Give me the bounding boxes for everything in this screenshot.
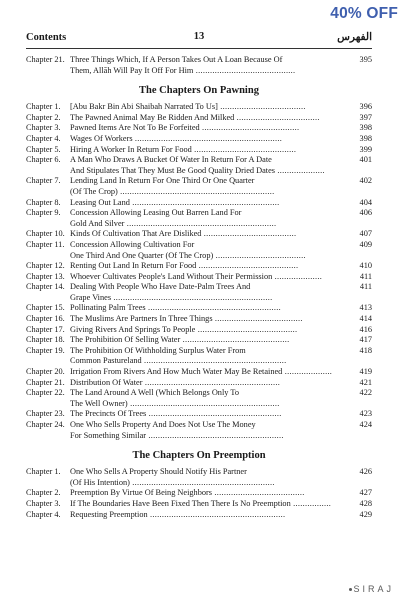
page-ref: 416 [359,324,372,334]
entry-title-wrap [70,208,356,229]
leader-dots: .............................................................. [129,197,280,207]
entry-title-wrap [70,55,356,76]
running-header-left: Contents [26,32,67,43]
entry-title-wrap [70,388,356,409]
toc-entry [26,123,372,134]
leader-dots: ................................... [234,112,320,122]
page-ref: 398 [359,123,372,133]
chapter-number: Chapter 7. [26,176,61,186]
page-ref: 426 [359,467,372,477]
chapter-title: Hiring A Worker In Return For Food ........................................... [70,144,297,154]
siraj-logo [348,584,394,594]
leader-dots: .................................... [217,102,306,112]
chapter-title: Leasing Out Land .............................................................. [70,197,280,207]
page-ref: 414 [359,314,372,324]
chapter-title: The Muslims Are Partners In Three Things ..................................... [70,314,303,324]
page-ref: 399 [359,144,372,154]
chapter-number: Chapter 16. [26,314,65,324]
entry-title-wrap [70,113,356,124]
toc-entry [26,261,372,272]
page-ref: 396 [359,102,372,112]
page-number: 13 [193,31,205,42]
entry-title-wrap [70,488,356,499]
chapter-title: The Pawned Animal May Be Ridden And Milked ................................... [70,112,320,122]
page-ref: 423 [359,409,372,419]
leader-dots: ........................................................ [145,303,281,313]
chapter-number: Chapter 11. [26,239,65,249]
toc-entry [26,282,372,303]
chapter-number: Chapter 3. [26,123,61,133]
toc-entry [26,510,372,521]
leader-dots: .......................................... [195,324,298,334]
entry-title-wrap [70,123,356,134]
page-ref: 407 [359,229,372,239]
page-ref: 424 [359,420,372,429]
chapter-title: Preemption By Virtue Of Being Neighbors ...................................... [70,488,305,498]
entry-title-wrap [70,229,356,240]
chapter-title: The Precincts Of Trees ........................................................ [70,409,282,419]
page-ref: 406 [359,208,372,218]
chapter-title: Dealing With People Who Have Date-Palm Trees And Grape Vines ................................................................... [70,282,273,302]
entry-title-wrap [70,378,356,389]
toc-entry [26,335,372,346]
chapter-number: Chapter 3. [26,498,61,508]
section-heading: The Chapters On Pawning [139,85,259,97]
leader-dots: ............................................................ [129,477,275,487]
contents-page [26,31,372,520]
chapter-title: Concession Allowing Leasing Out Barren Land For Gold And Silver ............................................................... [70,208,277,228]
chapter-number: Chapter 10. [26,229,65,239]
page-ref: 413 [359,303,372,313]
leader-dots: ......................................................... [147,509,286,519]
leader-dots: ..................................... [212,314,303,324]
chapter-title: The Land Around A Well (Which Belongs Only To The Well Owner) ............................................................... [70,388,280,408]
page-ref: 428 [359,498,372,508]
chapter-title: If The Boundaries Have Been Fixed Then There Is No Preemption ................ [70,498,332,508]
toc-entry [26,272,372,283]
chapter-number: Chapter 15. [26,303,65,313]
toc-entry [26,346,372,367]
page-ref: 418 [359,345,372,355]
toc-entry [26,113,372,124]
logo-text: SIRAJ [353,584,394,594]
toc-entry [26,155,372,176]
entry-title-wrap [70,303,356,314]
page-ref: 422 [359,388,372,398]
chapter-title: Kinds Of Cultivation That Are Disliked ....................................... [70,229,297,239]
chapter-number: Chapter 21. [26,55,65,64]
toc-entry [26,303,372,314]
entry-title-wrap [70,198,356,209]
discount-badge: 40% OFF [330,5,398,22]
leader-dots: ............................................................... [124,218,277,228]
chapter-number: Chapter 24. [26,420,65,429]
page-ref: 427 [359,488,372,498]
page-ref: 402 [359,176,372,186]
entry-title-wrap [70,346,356,367]
toc-entry [26,409,372,420]
chapter-title: A Man Who Draws A Bucket Of Water In Return For A Date And Stipulates That They Must Be Good Quality Dried Dates .................... [70,155,325,175]
chapter-number: Chapter 18. [26,335,65,345]
toc-entry [26,314,372,325]
page-ref: 397 [359,112,372,122]
leader-dots: ................................................................. [117,186,275,196]
page-ref: 419 [359,367,372,377]
toc-entry [26,55,372,76]
chapter-title: Lending Land In Return For One Third Or One Quarter (Of The Crop) ................................................................. [70,176,275,196]
toc-entry [26,488,372,499]
leader-dots: ........................................................ [146,409,282,419]
chapter-title: The Prohibition Of Withholding Surplus Water From Common Pastureland ............................................................ [70,345,287,366]
leader-dots: .......................................... [196,261,299,271]
page-ref: 398 [359,133,372,143]
leader-dots: .............................................................. [132,133,283,143]
table-of-contents [26,55,372,520]
leader-dots: .................... [275,165,325,175]
header-rule [26,48,372,49]
entry-title-wrap [70,314,356,325]
leader-dots: ....................................... [201,229,297,239]
chapter-title: Three Things Which, If A Person Takes Out A Loan Because Of Them, Allāh Will Pay It Off For Him .......................................... [70,55,296,75]
toc-entry [26,378,372,389]
leader-dots: ......................................................... [142,377,281,387]
chapter-number: Chapter 17. [26,324,65,334]
leader-dots: ................ [290,498,332,508]
page-ref: 429 [359,509,372,519]
page-ref: 421 [359,377,372,387]
leader-dots: .......................................... [193,65,296,75]
page-ref: 401 [359,155,372,165]
chapter-number: Chapter 21. [26,377,65,387]
entry-title-wrap [70,510,356,521]
page-ref: 411 [359,271,372,281]
entry-title-wrap [70,272,356,283]
chapter-title: Whoever Cultivates People's Land Without Their Permission .................... [70,271,323,281]
chapter-number: Chapter 9. [26,208,61,218]
chapter-number: Chapter 8. [26,197,61,207]
leader-dots: ............................................................ [141,356,287,366]
chapter-number: Chapter 4. [26,509,61,519]
entry-title-wrap [70,499,356,510]
chapter-number: Chapter 2. [26,112,61,122]
entry-title-wrap [70,261,356,272]
arabic-title: الفهرس [337,32,372,43]
chapter-number: Chapter 1. [26,102,61,112]
entry-title-wrap [70,176,356,197]
page-ref: 395 [359,55,372,64]
chapter-number: Chapter 2. [26,488,61,498]
toc-entry [26,325,372,336]
chapter-title: One Who Sells A Property Should Notify His Partner (Of His Intention) ............................................................ [70,467,275,487]
chapter-title: Wages Of Workers .............................................................. [70,133,283,143]
chapter-title: The Prohibition Of Selling Water ............................................. [70,335,290,345]
chapter-title: Giving Rivers And Springs To People .......................................... [70,324,298,334]
chapter-title: Pollinating Palm Trees ........................................................ [70,303,281,313]
toc-entry [26,145,372,156]
leader-dots: ................................................................... [111,292,273,302]
chapter-title: Concession Allowing Cultivation For One Third And One Quarter (Of The Crop) ...................................... [70,239,306,260]
leader-dots: ........................................... [191,144,297,154]
chapter-number: Chapter 12. [26,261,65,271]
section-heading: The Chapters On Preemption [132,450,266,462]
toc-entry [26,467,372,488]
entry-title-wrap [70,325,356,336]
entry-title-wrap [70,335,356,346]
chapter-number: Chapter 6. [26,155,61,165]
chapter-number: Chapter 23. [26,409,65,419]
toc-entry [26,499,372,510]
chapter-title: Renting Out Land In Return For Food .......................................... [70,261,299,271]
leader-dots: ......................................................... [146,430,284,440]
leader-dots: ......................................... [199,123,300,133]
chapter-title: Irrigation From Rivers And How Much Water May Be Retained .................... [70,367,333,377]
chapter-number: Chapter 22. [26,388,65,398]
entry-title-wrap [70,420,356,441]
toc-entry [26,176,372,197]
toc-entry [26,134,372,145]
chapter-number: Chapter 1. [26,467,61,477]
toc-entry [26,240,372,261]
page-ref: 417 [359,335,372,345]
page-ref: 404 [359,197,372,207]
chapter-title: Pawned Items Are Not To Be Forfeited ......................................... [70,123,300,133]
chapter-number: Chapter 13. [26,271,65,281]
entry-title-wrap [70,282,356,303]
entry-title-wrap [70,240,356,261]
toc-entry [26,208,372,229]
toc-entry [26,367,372,378]
leader-dots: ...................................... [212,488,305,498]
chapter-number: Chapter 20. [26,367,65,377]
toc-entry [26,420,372,441]
entry-title-wrap [70,102,356,113]
toc-entry [26,388,372,409]
page-ref: 409 [359,239,372,249]
entry-title-wrap [70,467,356,488]
page-ref: 410 [359,261,372,271]
page-ref: 411 [359,282,372,292]
running-header [26,31,372,45]
leader-dots: ............................................................... [127,398,280,408]
entry-title-wrap [70,145,356,156]
entry-title-wrap [70,409,356,420]
chapter-title: Distribution Of Water ......................................................... [70,377,281,387]
leader-dots: ...................................... [213,250,306,260]
toc-entry [26,198,372,209]
toc-entry [26,102,372,113]
chapter-number: Chapter 19. [26,345,65,355]
entry-title-wrap [70,367,356,378]
chapter-number: Chapter 14. [26,282,65,292]
entry-title-wrap [70,155,356,176]
chapter-number: Chapter 4. [26,133,61,143]
chapter-title: One Who Sells Property And Does Not Use The Money For Something Similar ......................................................... [70,420,284,440]
entry-title-wrap [70,134,356,145]
leader-dots: ............................................. [180,335,290,345]
chapter-number: Chapter 5. [26,144,61,154]
leader-dots: .................... [282,367,333,377]
toc-entry [26,229,372,240]
chapter-title: Requesting Preemption ......................................................... [70,509,286,519]
leader-dots: .................... [272,271,323,281]
chapter-title: [Abu Bakr Bin Abi Shaibah Narrated To Us] .................................... [70,102,306,112]
